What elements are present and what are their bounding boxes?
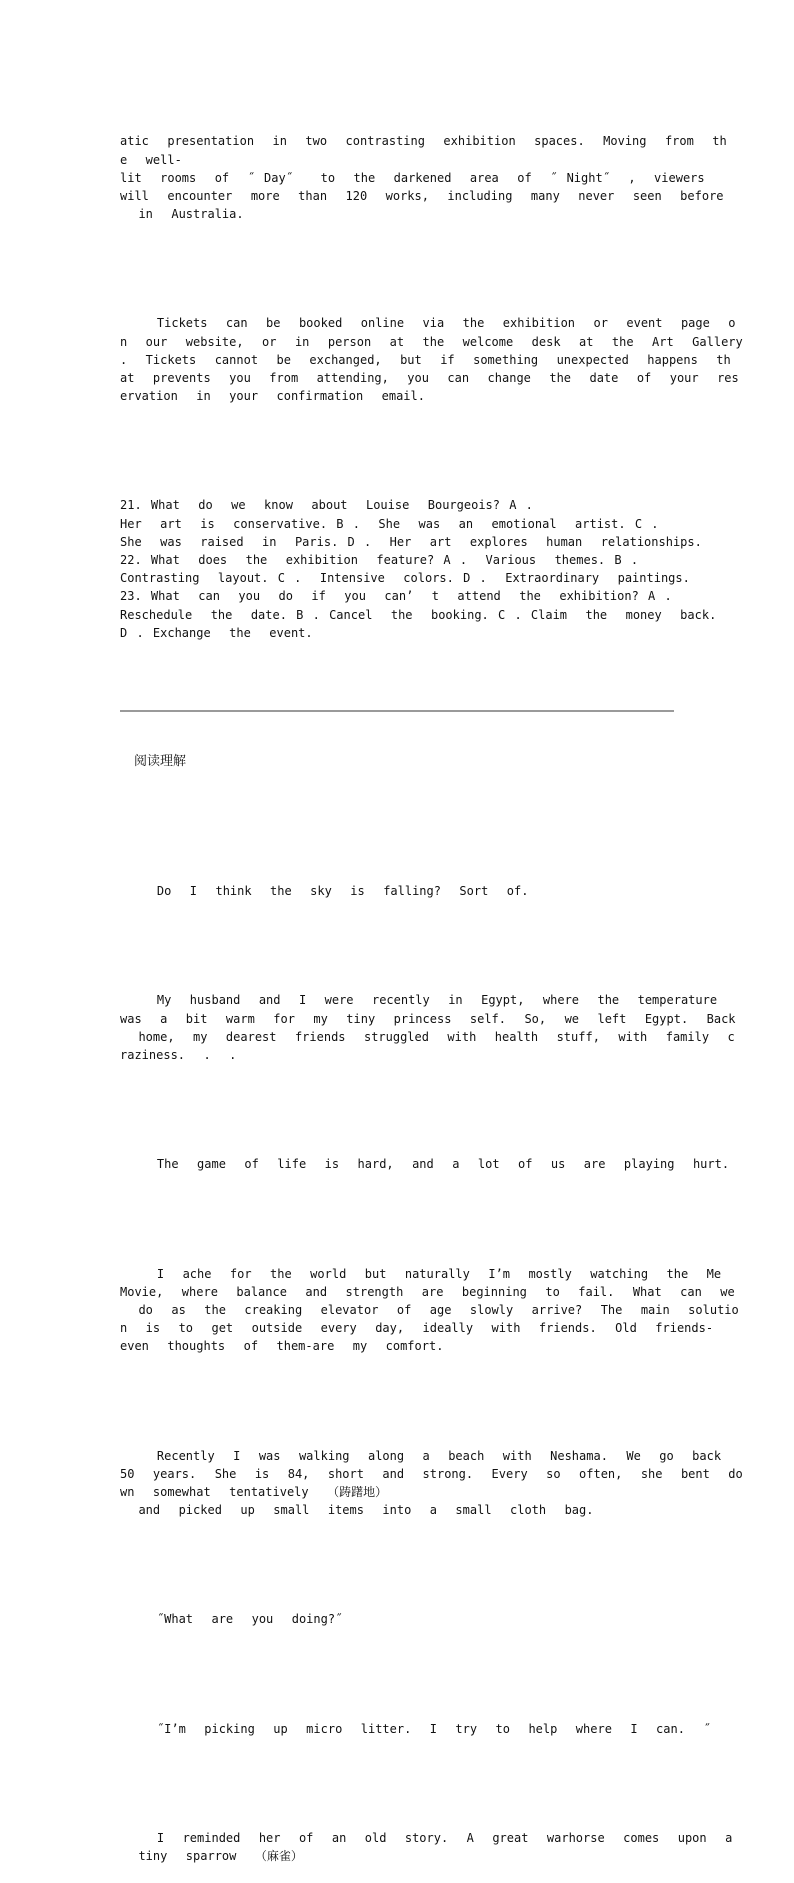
text-line: raziness. . . <box>120 1048 237 1063</box>
section-divider <box>120 710 674 712</box>
text-line: e well- <box>120 152 182 167</box>
text-line: atic presentation in two contrasting exhibition spaces. Moving from th <box>120 134 727 149</box>
text-line: I ache for the world but naturally I’m mostly watching the Me <box>120 1266 722 1281</box>
paragraph-egypt <box>120 991 736 1064</box>
paragraph-beach-walk <box>120 1447 743 1520</box>
text-line: I reminded her of an old story. A great warhorse comes upon a <box>120 1830 733 1845</box>
text-line: even thoughts of them-are my comfort. <box>120 1339 444 1354</box>
text-line: at prevents you from attending, you can change the date of your res <box>120 371 739 386</box>
text-line: and picked up small items into a small cloth bag. <box>120 1503 594 1518</box>
text-line: Do I think the sky is falling? Sort of. <box>120 884 529 899</box>
tickets-paragraph <box>120 314 743 405</box>
text-line: home, my dearest friends struggled with health stuff, with family c <box>120 1029 735 1044</box>
text-line: lit rooms of ˝ Day˝ to the darkened area of ˝ Night˝ , viewers <box>120 170 705 185</box>
text-line: Her art is conservative. B . She was an emotional artist. C . <box>120 516 659 531</box>
text-line: My husband and I were recently in Egypt, where the temperature <box>120 993 718 1008</box>
text-line: ˝What are you doing?˝ <box>120 1612 343 1627</box>
paragraph-warhorse-story <box>120 1829 733 1865</box>
paragraph-me-movie <box>120 1265 739 1356</box>
text-line: D . Exchange the event. <box>120 625 313 640</box>
text-line: 21. What do we know about Louise Bourgeois? A . <box>120 498 533 513</box>
text-line: Movie, where balance and strength are beginning to fail. What can we <box>120 1284 735 1299</box>
text-line: 22. What does the exhibition feature? A . Various themes. B . <box>120 553 639 568</box>
paragraph-question <box>120 1610 680 1628</box>
text-line: tiny sparrow （麻雀） <box>120 1848 303 1863</box>
text-line: was a bit warm for my tiny princess self. So, we left Egypt. Back <box>120 1011 736 1026</box>
text-line: ˝I’m picking up micro litter. I try to help where I can. ˝ <box>120 1721 711 1736</box>
document-page <box>120 96 743 1883</box>
text-line: n our website, or in person at the welcome desk at the Art Gallery <box>120 334 743 349</box>
text-line: 50 years. She is 84, short and strong. Every so often, she bent do <box>120 1466 743 1481</box>
questions-21-23 <box>120 496 717 642</box>
text-line: ervation in your confirmation email. <box>120 389 425 404</box>
text-line: Tickets can be booked online via the exhibition or event page o <box>120 316 736 331</box>
text-line: . Tickets cannot be exchanged, but if something unexpected happens th <box>120 352 731 367</box>
text-line: 23. What can you do if you can’ t attend the exhibition? A . <box>120 589 672 604</box>
paragraph-game-of-life <box>120 1155 730 1173</box>
text-line: Reschedule the date. B . Cancel the booking. C . Claim the money back. <box>120 607 717 622</box>
text-line: n is to get outside every day, ideally with friends. Old friends- <box>120 1321 714 1336</box>
text-line: in Australia. <box>120 207 244 222</box>
text-line: Recently I was walking along a beach with Neshama. We go back <box>120 1448 722 1463</box>
section-heading: 阅读理解 <box>134 754 187 770</box>
text-line: wn somewhat tentatively （踌躇地） <box>120 1484 388 1499</box>
paragraph-micro-litter <box>120 1720 711 1738</box>
text-line: She was raised in Paris. D . Her art explores human relationships. <box>120 534 702 549</box>
exhibition-intro-paragraph <box>120 132 727 223</box>
text-line: will encounter more than 120 works, including many never seen before <box>120 189 724 204</box>
text-line: The game of life is hard, and a lot of us are playing hurt. <box>120 1157 730 1172</box>
paragraph-sky-falling <box>120 882 680 900</box>
text-line: Contrasting layout. C . Intensive colors. D . Extraordinary paintings. <box>120 571 690 586</box>
text-line: do as the creaking elevator of age slowly arrive? The main solutio <box>120 1302 739 1317</box>
